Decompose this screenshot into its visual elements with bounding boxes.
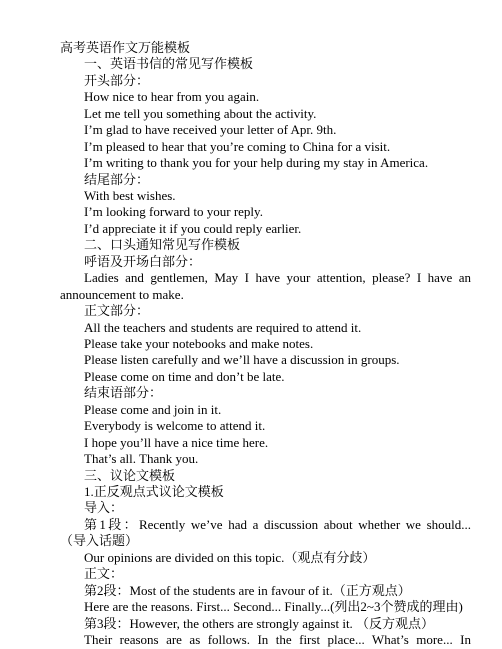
section-2-heading: 二、口头通知常见写作模板 — [84, 237, 241, 253]
body-line: Please take your notebooks and make notes. — [84, 336, 314, 351]
greeting-label: 呼语及开场白部分： — [84, 253, 202, 269]
paragraph-3-line: Their reasons are as follows. In the first place... What’s more... In — [84, 632, 471, 647]
intro-label: 导入： — [84, 500, 124, 516]
paragraph-1-line: 第1段：Recently we’ve had a discussion about whether we should... — [84, 516, 471, 532]
opening-line: I’m pleased to hear that you’re coming to China for a visit. — [84, 138, 391, 154]
section-3-heading: 三、议论文模板 — [84, 467, 176, 483]
body-label: 正文： — [84, 566, 124, 582]
body-line: All the teachers and students are required to attend it. — [84, 319, 362, 335]
body-label: 正文部分： — [84, 303, 150, 319]
body-line: Please listen carefully and we’ll have a discussion in groups. — [84, 352, 400, 368]
opening-line: How nice to hear from you again. — [84, 89, 260, 105]
document-title: 高考英语作文万能模板 — [60, 40, 191, 55]
paragraph-1-line: （导入话题） — [60, 533, 139, 549]
opening-label: 开头部分： — [84, 72, 150, 88]
opening-line: I’m glad to have received your letter of Apr. 9th. — [84, 122, 337, 138]
closing-line: Everybody is welcome to attend it. — [84, 418, 266, 434]
paragraph-2-line: Here are the reasons. First... Second... Finally...(列出2~3个赞成的理由) — [84, 599, 463, 615]
closing-line: I hope you’ll have a nice time here. — [84, 434, 269, 450]
closing-line: That’s all. Thank you. — [84, 451, 199, 467]
opening-line: I’m writing to thank you for your help during my stay in America. — [84, 155, 429, 171]
paragraph-2-line: 第2段：Most of the students are in favour of it.（正方观点） — [84, 582, 411, 598]
closing-line: Please come and join in it. — [84, 401, 222, 417]
section-1-heading: 一、英语书信的常见写作模板 — [84, 56, 254, 72]
greeting-paragraph-line: announcement to make. — [60, 286, 184, 302]
closing-line: With best wishes. — [84, 188, 176, 203]
closing-label: 结束语部分： — [84, 385, 163, 401]
closing-line: I’m looking forward to your reply. — [84, 204, 263, 220]
closing-line: I’d appreciate it if you could reply earlier. — [84, 220, 302, 236]
opening-line: Let me tell you something about the activity. — [84, 105, 317, 121]
body-line: Please come on time and don’t be late. — [84, 368, 285, 384]
closing-label: 结尾部分： — [84, 171, 150, 187]
subsection-heading: 1.正反观点式议论文模板 — [84, 484, 224, 499]
greeting-paragraph-line: Ladies and gentlemen, May I have your attention, please? I have an — [84, 270, 471, 286]
paragraph-1-line: Our opinions are divided on this topic.（观点有分歧） — [84, 549, 376, 565]
paragraph-3-line: 第3段：However, the others are strongly against it. （反方观点） — [84, 615, 435, 631]
